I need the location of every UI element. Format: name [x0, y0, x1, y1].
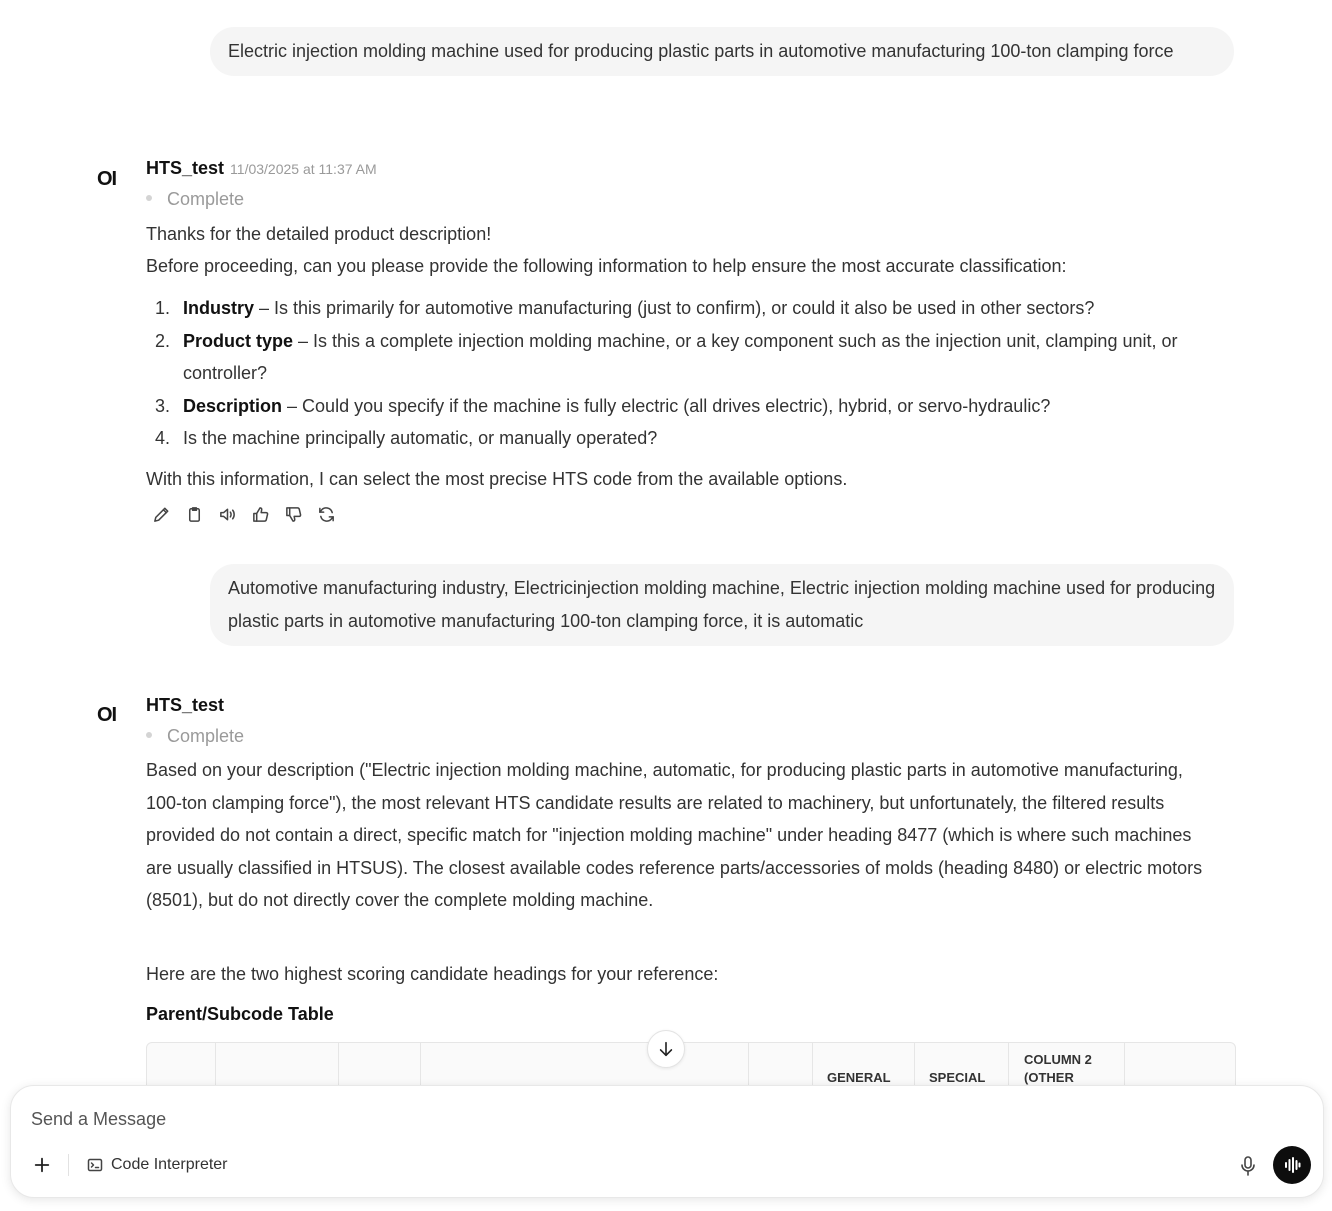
pencil-icon[interactable] [152, 505, 171, 524]
composer-divider [68, 1154, 69, 1176]
status-indicator [146, 189, 244, 210]
bot-name [146, 695, 224, 716]
plus-icon [33, 1156, 51, 1174]
user-message-text: Electric injection molding machine used for producing plastic parts in automotive manufacturing 100-ton clamping force [228, 41, 1174, 61]
speaker-icon[interactable] [218, 505, 237, 524]
message-actions [152, 505, 336, 524]
terminal-icon [87, 1157, 103, 1173]
microphone-button[interactable] [1237, 1154, 1259, 1178]
table-header-cell [147, 1043, 216, 1085]
list-item [146, 325, 1216, 390]
status-text: Complete [167, 189, 245, 209]
bot-paragraph: Based on your description ("Electric injection molding machine, automatic, for producing plastic parts in automotive manufacturing, 100-ton clamping force"), the most relevant HTS candidate results are related to machinery, but unfortunately, the filtered results provided do not contain a direct, specific match for "injection molding machine" under heading 8477 (which is where such machines are usually classified in HTSUS). The closest available codes reference parts/accessories of molds (heading 8480) or electric motors (8501), but do not directly cover the complete molding machine. [146, 760, 1203, 910]
list-item [146, 422, 1216, 455]
list-number: 4. [155, 428, 171, 448]
table-header-cell [339, 1043, 421, 1085]
thumbs-up-icon[interactable] [251, 505, 270, 524]
list-item-text: Is the machine principally automatic, or manually operated? [183, 428, 658, 448]
table-header-special: SPECIAL [929, 1070, 986, 1085]
list-item-title: Product type [183, 330, 294, 351]
bot-avatar: OI [97, 168, 117, 190]
bot-paragraph: Before proceeding, can you please provide the following information to help ensure the most accurate classification: [146, 256, 1067, 276]
bot-avatar: OI [97, 704, 117, 726]
thumbs-down-icon[interactable] [284, 505, 303, 524]
table-header-cell [421, 1043, 749, 1085]
bot-paragraph: With this information, I can select the most precise HTS code from the available options. [146, 469, 848, 489]
refresh-icon[interactable] [317, 505, 336, 524]
user-message-text: Automotive manufacturing industry, Electricinjection molding machine, Electric injection molding machine used for producing plastic parts in automotive manufacturing 100-ton clamping force, it is automatic [228, 578, 1216, 631]
user-message [210, 564, 1234, 646]
bot-paragraph: Thanks for the detailed product description! [146, 224, 492, 244]
list-item-title: Description [183, 395, 283, 416]
question-list [146, 292, 1216, 455]
table-header-column2: COLUMN 2 [1024, 1052, 1092, 1067]
voice-mode-button[interactable] [1273, 1146, 1311, 1184]
arrow-down-icon [657, 1040, 675, 1058]
list-item [146, 292, 1216, 325]
clipboard-icon[interactable] [185, 505, 204, 524]
status-text: Complete [167, 726, 245, 746]
message-input[interactable] [31, 1106, 1031, 1132]
list-number: 3. [155, 395, 171, 416]
code-interpreter-button[interactable] [87, 1154, 228, 1176]
list-number: 2. [155, 330, 171, 351]
bot-paragraph: Here are the two highest scoring candidate headings for your reference: [146, 964, 719, 984]
code-interpreter-label: Code Interpreter [111, 1156, 228, 1173]
list-number: 1. [155, 298, 171, 318]
message-composer [10, 1085, 1324, 1198]
list-item-text: – Is this primarily for automotive manufacturing (just to confirm), or could it also be used in other sectors? [254, 298, 1095, 318]
bot-name [146, 158, 377, 179]
table-header-column2-sub: (OTHER [1024, 1070, 1074, 1085]
bot-name-text: HTS_test [146, 158, 225, 178]
table-title: Parent/Subcode Table [146, 1004, 334, 1024]
status-indicator [146, 726, 244, 747]
list-item-text: – Could you specify if the machine is fully electric (all drives electric), hybrid, or servo-hydraulic? [282, 395, 1051, 416]
table-header-general: GENERAL [827, 1070, 891, 1085]
list-item-title: Industry [183, 298, 255, 318]
scroll-to-bottom-button[interactable] [647, 1030, 685, 1068]
status-dot-icon [146, 195, 152, 201]
list-item [146, 390, 1216, 423]
table-header-cell [216, 1043, 339, 1085]
voice-wave-icon [1282, 1155, 1302, 1175]
add-button[interactable] [31, 1154, 53, 1176]
hts-table [146, 1042, 1236, 1085]
status-dot-icon [146, 732, 152, 738]
bot-name-text: HTS_test [146, 695, 225, 715]
microphone-icon [1239, 1155, 1257, 1177]
list-item-text: – Is this a complete injection molding machine, or a key component such as the injection unit, clamping unit, or controller? [183, 330, 1178, 383]
user-message [210, 27, 1234, 76]
message-timestamp: 11/03/2025 at 11:37 AM [230, 161, 377, 177]
table-header-cell [749, 1043, 813, 1085]
